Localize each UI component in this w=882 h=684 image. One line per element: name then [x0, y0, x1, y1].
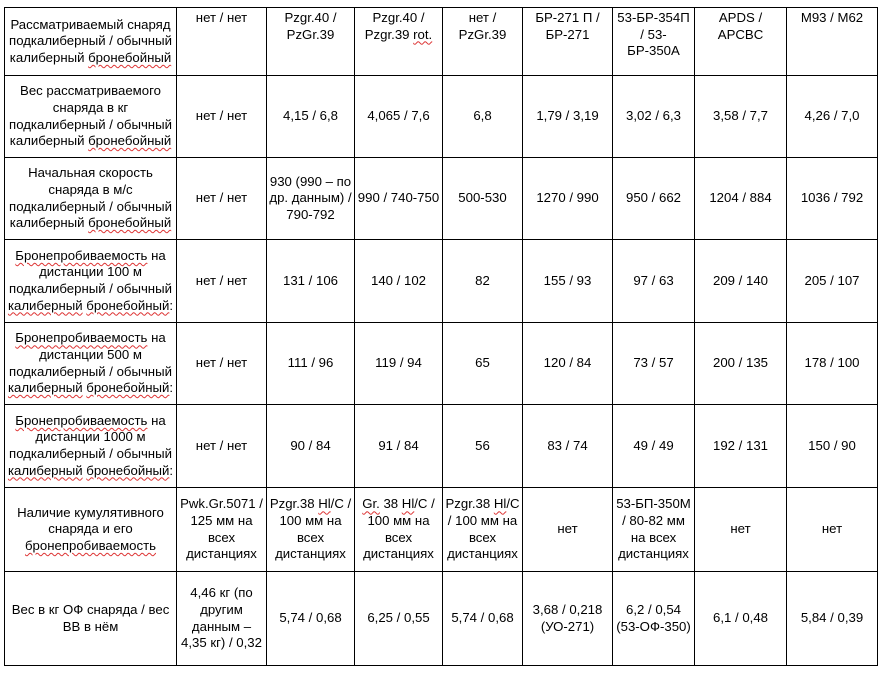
ammo-comparison-table: [4, 7, 878, 666]
cell-text: APDS / APCBC: [717, 10, 764, 42]
table-cell: [177, 240, 267, 323]
cell-text: Бронепробиваемость: [15, 330, 148, 346]
cell-text: Hl: [318, 496, 331, 512]
cell-text: бронебойный: [88, 133, 172, 149]
cell-text: Pzgr.40 / Pzgr.39: [364, 10, 425, 42]
column-header: [177, 8, 267, 76]
row-label: [5, 323, 177, 405]
table-cell: [177, 572, 267, 666]
cell-text: 53-БП-350М / 80-82 мм на всех дистанциях: [616, 496, 691, 562]
cell-text: 6,25 / 0,55: [367, 610, 430, 626]
table-cell: [613, 488, 695, 572]
table-cell: [443, 323, 523, 405]
cell-text: Hl: [493, 496, 507, 512]
table-cell: [523, 323, 613, 405]
cell-text: Pzgr.38: [269, 496, 319, 512]
table-cell: [613, 572, 695, 666]
cell-text: Вес в кг ОФ снаряда / вес ВВ в нём: [11, 601, 170, 634]
cell-text: 56: [475, 437, 490, 453]
table-row: [5, 240, 878, 323]
table-cell: [355, 158, 443, 240]
cell-text: 53-БР-354П / 53-БР-350А: [617, 10, 690, 59]
table-cell: [355, 488, 443, 572]
table-row: [5, 488, 878, 572]
table-row: [5, 572, 878, 666]
cell-text: 91 / 84: [378, 437, 419, 453]
cell-text: 6,8: [473, 108, 492, 124]
column-header: [613, 8, 695, 76]
cell-text: :: [169, 462, 174, 478]
row-label: [5, 76, 177, 158]
table-cell: [267, 158, 355, 240]
cell-text: 97 / 63: [633, 272, 674, 288]
table-cell: [695, 405, 787, 488]
cell-text: Pzgr.40 / PzGr.39: [284, 10, 337, 42]
row-label: [5, 240, 177, 323]
cell-text: нет: [821, 521, 843, 537]
cell-text: на дистанции 1000 м подкалиберный / обычный: [9, 412, 172, 461]
table-cell: [443, 572, 523, 666]
table-cell: [523, 405, 613, 488]
table-cell: [695, 323, 787, 405]
cell-text: нет / нет: [195, 355, 248, 371]
table-cell: [267, 488, 355, 572]
cell-text: нет / нет: [195, 437, 248, 453]
cell-text: 4,065 / 7,6: [367, 108, 430, 124]
table-cell: [177, 488, 267, 572]
row-label: [5, 158, 177, 240]
cell-text: Pzgr.38: [445, 496, 494, 512]
cell-text: 950 / 662: [626, 190, 681, 206]
table-cell: [267, 405, 355, 488]
cell-text: 4,26 / 7,0: [804, 108, 860, 124]
table-cell: [443, 405, 523, 488]
cell-text: нет / нет: [195, 10, 248, 25]
cell-text: 3,58 / 7,7: [713, 108, 768, 124]
table-cell: [695, 76, 787, 158]
cell-text: бронепробиваемость: [25, 537, 156, 553]
table-cell: [267, 572, 355, 666]
table-cell: [787, 488, 878, 572]
table-cell: [443, 76, 523, 158]
cell-text: нет: [557, 521, 578, 537]
cell-text: 155 / 93: [543, 272, 592, 288]
cell-text: 5,84 / 0,39: [800, 610, 864, 626]
table-cell: [787, 158, 878, 240]
table-cell: [443, 240, 523, 323]
cell-text: 140 / 102: [371, 272, 426, 288]
cell-text: 5,74 / 0,68: [279, 610, 342, 626]
table-cell: [177, 76, 267, 158]
cell-text: 500-530: [458, 190, 507, 206]
table-cell: [787, 240, 878, 323]
table-cell: [695, 240, 787, 323]
cell-text: 930 (990 – по др. данным) / 790-792: [269, 173, 352, 222]
cell-text: Hl: [401, 496, 415, 512]
cell-text: 192 / 131: [713, 437, 768, 453]
table-row: [5, 323, 878, 405]
table-cell: [695, 158, 787, 240]
cell-text: 65: [475, 355, 490, 371]
cell-text: 1204 / 884: [709, 190, 772, 206]
table-cell: [443, 488, 523, 572]
cell-text: 4,46 кг (по другим данным – 4,35 кг) / 0,32: [181, 585, 262, 651]
row-label: [5, 572, 177, 666]
cell-text: 209 / 140: [713, 272, 768, 288]
cell-text: Gr.: [362, 496, 380, 512]
table-cell: [613, 323, 695, 405]
cell-text: rot.: [413, 26, 433, 42]
cell-text: 4,15 / 6,8: [283, 108, 338, 124]
cell-text: /C / 100 мм на всех дистанциях: [363, 496, 435, 562]
row-label: [5, 405, 177, 488]
cell-text: калиберный: [7, 462, 83, 478]
cell-text: 990 / 740-750: [357, 190, 440, 206]
table-cell: [787, 323, 878, 405]
cell-text: 120 / 84: [543, 355, 592, 371]
cell-text: 6,2 / 0,54 (53-ОФ-350): [616, 601, 691, 634]
cell-text: нет: [730, 521, 751, 537]
column-header: [355, 8, 443, 76]
cell-text: нет / нет: [195, 108, 248, 124]
cell-text: бронебойный: [88, 49, 172, 65]
cell-text: БР-271 П / БР-271: [535, 10, 600, 42]
cell-text: 111 / 96: [287, 355, 334, 371]
cell-text: 3,68 / 0,218 (УО-271): [532, 601, 603, 634]
table-cell: [695, 488, 787, 572]
cell-text: :: [169, 380, 174, 396]
table-cell: [613, 158, 695, 240]
cell-text: 1036 / 792: [800, 190, 864, 206]
cell-text: Вес рассматриваемого снаряда в кг подкалиберный / обычный калиберный: [9, 83, 172, 149]
column-header: [443, 8, 523, 76]
table-cell: [695, 572, 787, 666]
table-cell: [613, 405, 695, 488]
cell-text: бронебойный: [86, 380, 170, 396]
table-cell: [523, 158, 613, 240]
table-cell: [523, 488, 613, 572]
table-cell: [177, 323, 267, 405]
cell-text: Pwk.Gr.5071 / 125 мм на всех дистанциях: [180, 496, 263, 562]
table-cell: [267, 323, 355, 405]
table-cell: [355, 405, 443, 488]
table-cell: [355, 323, 443, 405]
cell-text: Бронепробиваемость: [15, 412, 148, 428]
table-cell: [523, 572, 613, 666]
cell-text: /C / 100 мм на всех дистанциях: [447, 496, 520, 562]
table-cell: [787, 572, 878, 666]
row-label: [5, 488, 177, 572]
cell-text: 5,74 / 0,68: [451, 610, 514, 626]
column-header: [695, 8, 787, 76]
column-header: [267, 8, 355, 76]
table-row: [5, 76, 878, 158]
cell-text: бронебойный: [86, 297, 170, 313]
cell-text: 200 / 135: [713, 355, 768, 371]
cell-text: на дистанции 100 м подкалиберный / обычный: [9, 247, 172, 296]
cell-text: 3,02 / 6,3: [626, 108, 681, 124]
table-header-row: [5, 8, 878, 76]
cell-text: 119 / 94: [375, 355, 422, 371]
cell-text: нет / нет: [195, 190, 248, 206]
table-cell: [613, 76, 695, 158]
table-cell: [523, 240, 613, 323]
table-cell: [613, 240, 695, 323]
cell-text: 1,79 / 3,19: [536, 108, 599, 124]
cell-text: 150 / 90: [808, 437, 856, 453]
header-row-label: [5, 8, 177, 76]
table-row: [5, 158, 878, 240]
cell-text: 1270 / 990: [536, 190, 599, 206]
cell-text: бронебойный: [86, 462, 170, 478]
cell-text: калиберный: [7, 380, 83, 396]
cell-text: Начальная скорость снаряда в м/с подкалиберный / обычный калиберный: [9, 165, 172, 231]
column-header: [523, 8, 613, 76]
table-cell: [267, 76, 355, 158]
cell-text: Рассматриваемый снаряд подкалиберный / обычный калиберный: [9, 16, 172, 65]
cell-text: на дистанции 500 м подкалиберный / обычный: [9, 330, 172, 379]
cell-text: бронебойный: [88, 215, 172, 231]
cell-text: 6,1 / 0,48: [713, 610, 768, 626]
table-cell: [267, 240, 355, 323]
cell-text: нет / PzGr.39: [458, 10, 507, 42]
column-header: [787, 8, 878, 76]
cell-text: нет / нет: [195, 272, 248, 288]
table-cell: [787, 76, 878, 158]
cell-text: 131 / 106: [283, 272, 338, 288]
cell-text: :: [169, 297, 174, 313]
cell-text: 73 / 57: [633, 355, 674, 371]
cell-text: калиберный: [7, 297, 83, 313]
cell-text: 49 / 49: [633, 437, 674, 453]
table-cell: [177, 405, 267, 488]
table-cell: [787, 405, 878, 488]
cell-text: M93 / M62: [800, 10, 864, 25]
cell-text: 178 / 100: [804, 355, 860, 371]
cell-text: Бронепробиваемость: [15, 247, 148, 263]
table-cell: [177, 158, 267, 240]
table-body: [5, 8, 878, 666]
cell-text: 83 / 74: [547, 437, 588, 453]
cell-text: Наличие кумулятивного снаряда и его: [17, 504, 164, 537]
cell-text: 38: [379, 496, 402, 512]
cell-text: 205 / 107: [804, 272, 860, 288]
cell-text: /C / 100 мм на всех дистанциях: [275, 496, 352, 562]
table-cell: [355, 76, 443, 158]
table-cell: [355, 240, 443, 323]
table-cell: [523, 76, 613, 158]
cell-text: 90 / 84: [290, 437, 331, 453]
table-row: [5, 405, 878, 488]
table-cell: [443, 158, 523, 240]
table-cell: [355, 572, 443, 666]
cell-text: 82: [475, 272, 490, 288]
